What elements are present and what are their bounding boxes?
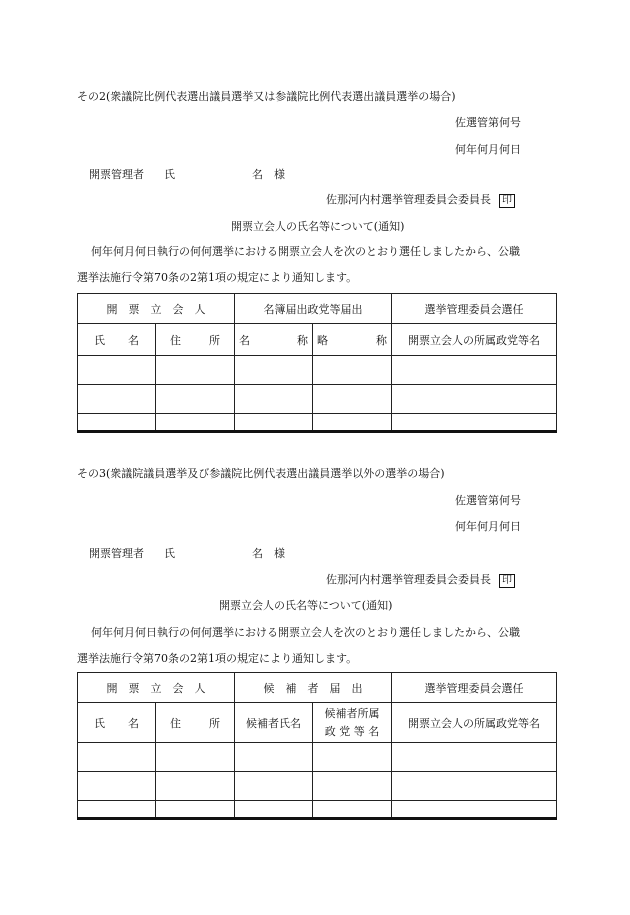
form3-heading: その3(衆議院議員選挙及び参議院比例代表選出議員選挙以外の選挙の場合) (77, 467, 445, 480)
form2-col-address: 住 所 (156, 324, 235, 356)
form3-group-witness: 開 票 立 会 人 (78, 673, 235, 703)
form2-table-row (78, 385, 557, 414)
form2-table-row (78, 356, 557, 385)
form2-addressee-name: 氏 名 様 (164, 168, 285, 181)
form2-seal: 印 (499, 194, 515, 208)
form2-col-name: 氏 名 (78, 324, 156, 356)
form3-title: 開票立会人の氏名等について(通知) (219, 599, 393, 612)
form3-table-row (78, 743, 557, 772)
form3-doc-number: 佐選管第何号 (455, 494, 521, 507)
form2-group-party: 名簿届出政党等届出 (235, 294, 392, 324)
form2-table (77, 293, 557, 433)
form2-col-abbr: 略 称 (313, 324, 392, 356)
form2-heading: その2(衆議院比例代表選出議員選挙又は参議院比例代表選出議員選挙の場合) (77, 90, 456, 103)
form3-col-candidate-party (313, 703, 392, 743)
form2-group-commission: 選挙管理委員会選任 (392, 294, 557, 324)
form3-sender-name: 佐那河内村選挙管理委員会委員長 (326, 573, 491, 586)
form2-date: 何年何月何日 (455, 143, 521, 156)
form3-col-candidate-name: 候補者氏名 (235, 703, 313, 743)
form3-body-line2: 選挙法施行令第70条の2第1項の規定により通知します。 (77, 652, 358, 665)
form2-col-party-name: 名 称 (235, 324, 313, 356)
form3-col-candidate-party-line1: 候補者所属 (324, 707, 380, 721)
form3-date: 何年何月何日 (455, 520, 521, 533)
form2-doc-number: 佐選管第何号 (455, 116, 521, 129)
form2-col-affiliation: 開票立会人の所属政党等名 (392, 324, 557, 356)
form3-group-commission: 選挙管理委員会選任 (392, 673, 557, 703)
form3-addressee-name: 氏 名 様 (164, 547, 285, 560)
form2-addressee-title: 開票管理者 (89, 168, 144, 181)
form2-body-line1: 何年何月何日執行の何何選挙における開票立会人を次のとおり選任しましたから、公職 (91, 245, 520, 258)
form3-group-candidate: 候 補 者 届 出 (235, 673, 392, 703)
form3-body-line1: 何年何月何日執行の何何選挙における開票立会人を次のとおり選任しましたから、公職 (91, 626, 520, 639)
form3-table (77, 672, 557, 820)
form3-col-affiliation: 開票立会人の所属政党等名 (392, 703, 557, 743)
form3-col-name: 氏 名 (78, 703, 156, 743)
form2-sender (326, 194, 515, 208)
form3-table-row (78, 801, 557, 819)
form3-sender (326, 574, 515, 588)
form2-sender-name: 佐那河内村選挙管理委員会委員長 (326, 193, 491, 206)
form2-title: 開票立会人の氏名等について(通知) (231, 220, 405, 233)
form2-group-witness: 開 票 立 会 人 (78, 294, 235, 324)
form3-seal: 印 (499, 574, 515, 588)
form2-table-row (78, 414, 557, 432)
form3-col-address: 住 所 (156, 703, 235, 743)
form2-body-line2: 選挙法施行令第70条の2第1項の規定により通知します。 (77, 271, 358, 284)
form3-addressee-title: 開票管理者 (89, 547, 144, 560)
form3-col-candidate-party-line2: 政 党 等 名 (324, 724, 380, 738)
form3-table-row (78, 772, 557, 801)
